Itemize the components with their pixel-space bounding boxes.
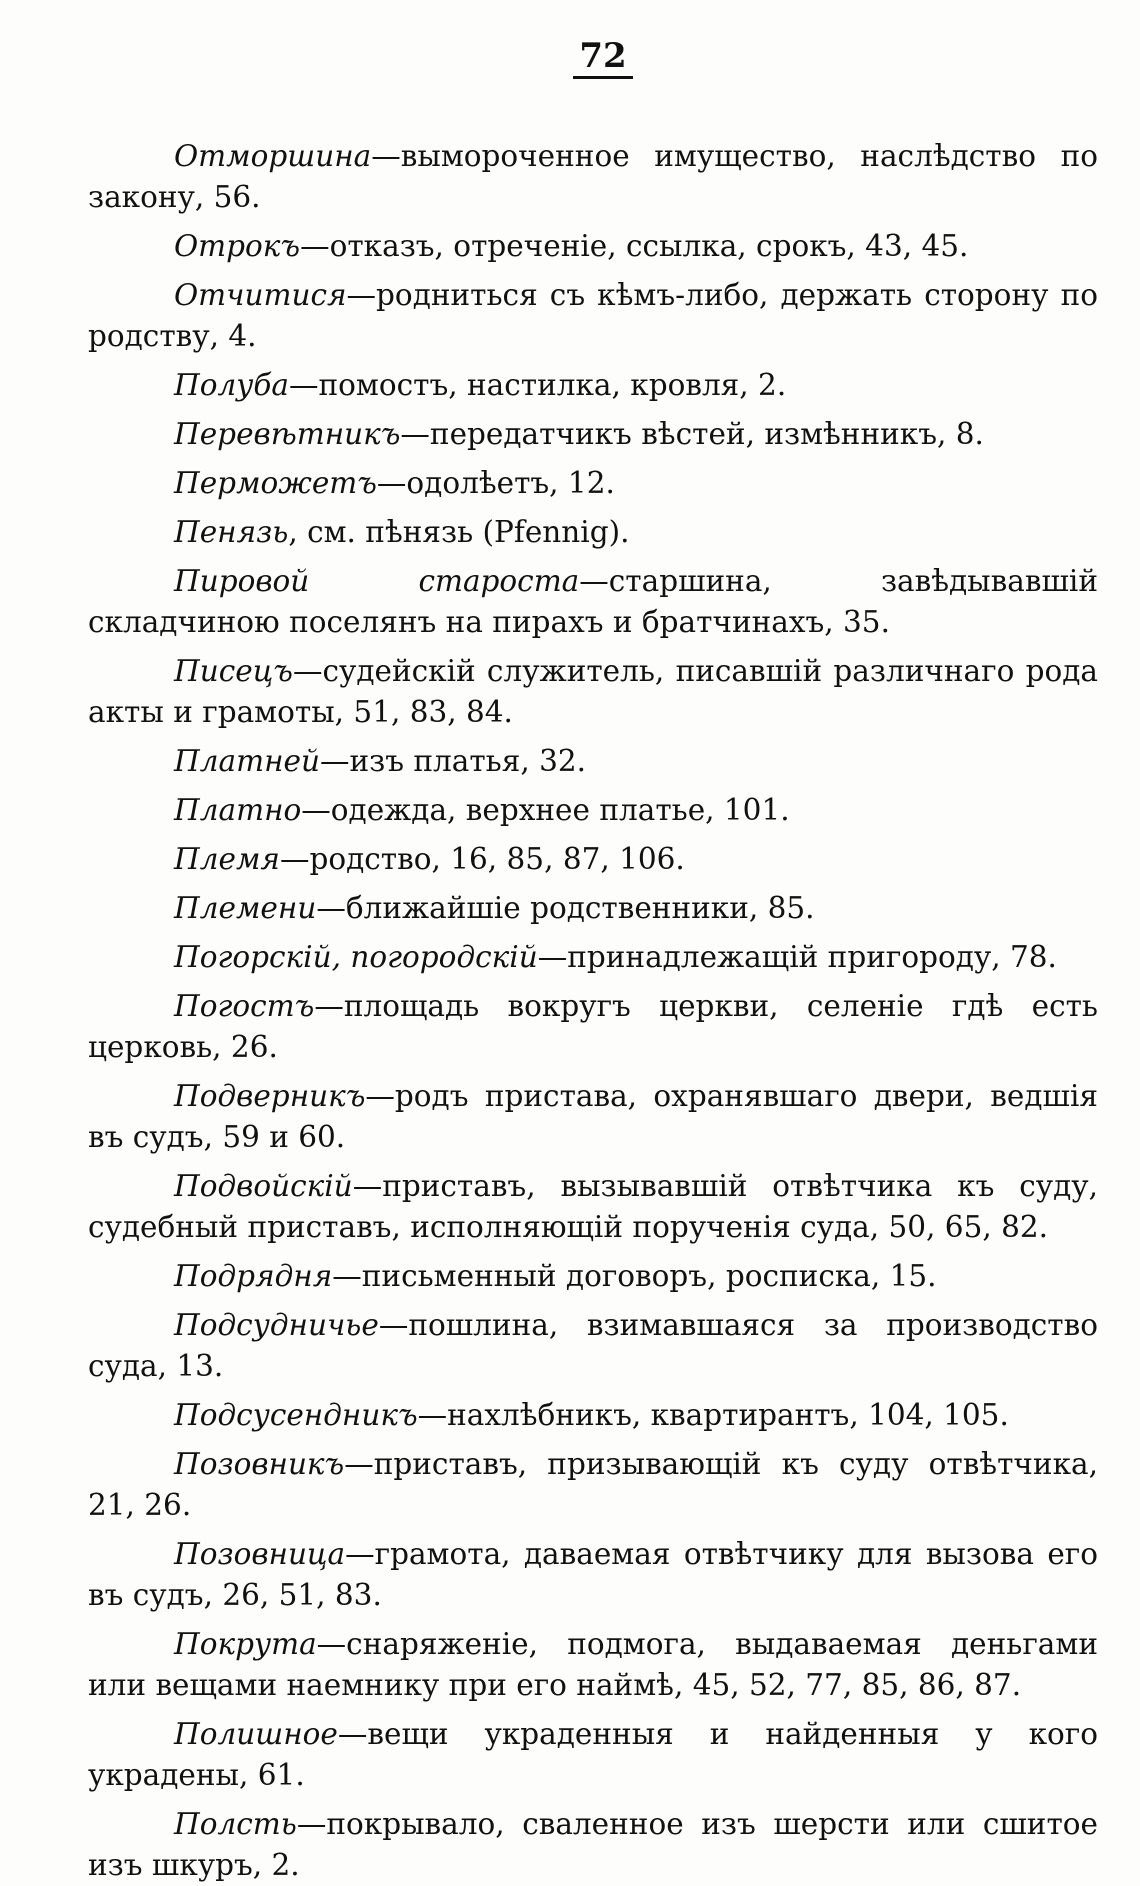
entry-definition: —отказъ, отреченіе, ссылка, срокъ, 43, 45. [300, 229, 969, 263]
page-number [108, 28, 1098, 84]
glossary-entry [88, 888, 1098, 929]
entry-term: Полуба [174, 368, 289, 402]
entry-term: Подсудничье [174, 1308, 379, 1342]
glossary-entry [88, 986, 1098, 1068]
entry-term: Погорскій, погородскій [174, 940, 538, 974]
glossary-entry [88, 463, 1098, 504]
entry-definition: —родниться съ кѣмъ-либо, держать сторону по родству, 4. [88, 278, 1098, 353]
entry-definition: —ближайшіе родственники, 85. [316, 891, 815, 925]
entry-term: Пенязь [174, 515, 289, 549]
entry-definition: —нахлѣбникъ, квартирантъ, 104, 105. [417, 1398, 1009, 1432]
entry-term: Покрута [174, 1627, 317, 1661]
entry-definition: —старшина, завѣдывавшій складчиною поселянъ на пирахъ и братчинахъ, 35. [88, 564, 1098, 639]
entry-term: Полсть [174, 1807, 297, 1841]
entry-term: Перевѣтникъ [174, 417, 401, 451]
glossary-entry [88, 275, 1098, 357]
entry-term: Погостъ [174, 989, 315, 1023]
entry-definition: —одолѣетъ, 12. [376, 466, 615, 500]
entry-definition: —помостъ, настилка, кровля, 2. [288, 368, 787, 402]
entry-definition: —родъ пристава, охранявшаго двери, ведшія въ судъ, 59 и 60. [88, 1079, 1098, 1154]
entry-definition: —передатчикъ вѣстей, измѣнникъ, 8. [400, 417, 984, 451]
entry-definition: —площадь вокругъ церкви, селеніе гдѣ есть церковь, 26. [88, 989, 1098, 1064]
document-page [88, 28, 1098, 1882]
entry-term: Подрядня [174, 1259, 333, 1293]
glossary-entry [88, 1256, 1098, 1297]
entry-term: Подверникъ [174, 1079, 366, 1113]
entry-term: Позовникъ [174, 1447, 345, 1481]
glossary-entry [88, 1804, 1098, 1886]
entry-definition: —письменный договоръ, росписка, 15. [332, 1259, 937, 1293]
entry-definition: —покрывало, сваленное изъ шерсти или сшитое изъ шкуръ, 2. [88, 1807, 1098, 1882]
glossary-entry [88, 365, 1098, 406]
entry-term: Подвойскій [174, 1169, 353, 1203]
glossary-entry [88, 1624, 1098, 1706]
glossary-entry [88, 1076, 1098, 1158]
entry-term: Пировой староста [174, 564, 580, 598]
entry-definition: —одежда, верхнее платье, 101. [301, 793, 790, 827]
glossary-entry [88, 839, 1098, 880]
glossary-entry [88, 651, 1098, 733]
entry-definition: —снаряженіе, подмога, выдаваемая деньгами или вещами наемнику при его наймѣ, 45, 52, 77, 85, 86, 87. [88, 1627, 1098, 1702]
entry-definition: —вещи украденныя и найденныя у кого украдены, 61. [88, 1717, 1098, 1792]
entry-definition: , см. пѣнязь (Pfennig). [288, 515, 630, 549]
glossary-entry [88, 937, 1098, 978]
glossary-entry [88, 561, 1098, 643]
entry-term: Отчитися [174, 278, 347, 312]
entry-term: Подсусендникъ [174, 1398, 418, 1432]
glossary-entries [88, 136, 1098, 1886]
entry-definition: —изъ платья, 32. [319, 744, 587, 778]
entry-definition: —грамота, даваемая отвѣтчику для вызова его въ судъ, 26, 51, 83. [88, 1537, 1098, 1612]
entry-term: Платней [174, 744, 320, 778]
entry-definition: —принадлежащій пригороду, 78. [537, 940, 1057, 974]
glossary-entry [88, 790, 1098, 831]
entry-term: Полишное [174, 1717, 338, 1751]
entry-term: Племя [174, 842, 280, 876]
page-number-text: 72 [573, 36, 632, 79]
glossary-entry [88, 512, 1098, 553]
glossary-entry [88, 414, 1098, 455]
entry-definition: —приставъ, вызывавшій отвѣтчика къ суду, судебный приставъ, исполняющій порученія суда, 50, 65, 82. [88, 1169, 1098, 1244]
glossary-entry [88, 1444, 1098, 1526]
entry-term: Отрокъ [174, 229, 301, 263]
glossary-entry [88, 1534, 1098, 1616]
entry-term: Платно [174, 793, 302, 827]
entry-term: Перможетъ [174, 466, 377, 500]
entry-definition: —пошлина, взимавшаяся за производство суда, 13. [88, 1308, 1098, 1383]
entry-definition: —приставъ, призывающій къ суду отвѣтчика, 21, 26. [88, 1447, 1098, 1522]
entry-term: Отморшина [174, 139, 372, 173]
entry-term: Писецъ [174, 654, 293, 688]
entry-definition: —судейскій служитель, писавшій различнаго рода акты и грамоты, 51, 83, 84. [88, 654, 1098, 729]
glossary-entry [88, 1395, 1098, 1436]
glossary-entry [88, 136, 1098, 218]
glossary-entry [88, 1166, 1098, 1248]
glossary-entry [88, 741, 1098, 782]
entry-definition: —родство, 16, 85, 87, 106. [279, 842, 685, 876]
entry-definition: —вымороченное имущество, наслѣдство по закону, 56. [88, 139, 1098, 214]
glossary-entry [88, 226, 1098, 267]
glossary-entry [88, 1305, 1098, 1387]
entry-term: Племени [174, 891, 317, 925]
glossary-entry [88, 1714, 1098, 1796]
entry-term: Позовница [174, 1537, 346, 1571]
